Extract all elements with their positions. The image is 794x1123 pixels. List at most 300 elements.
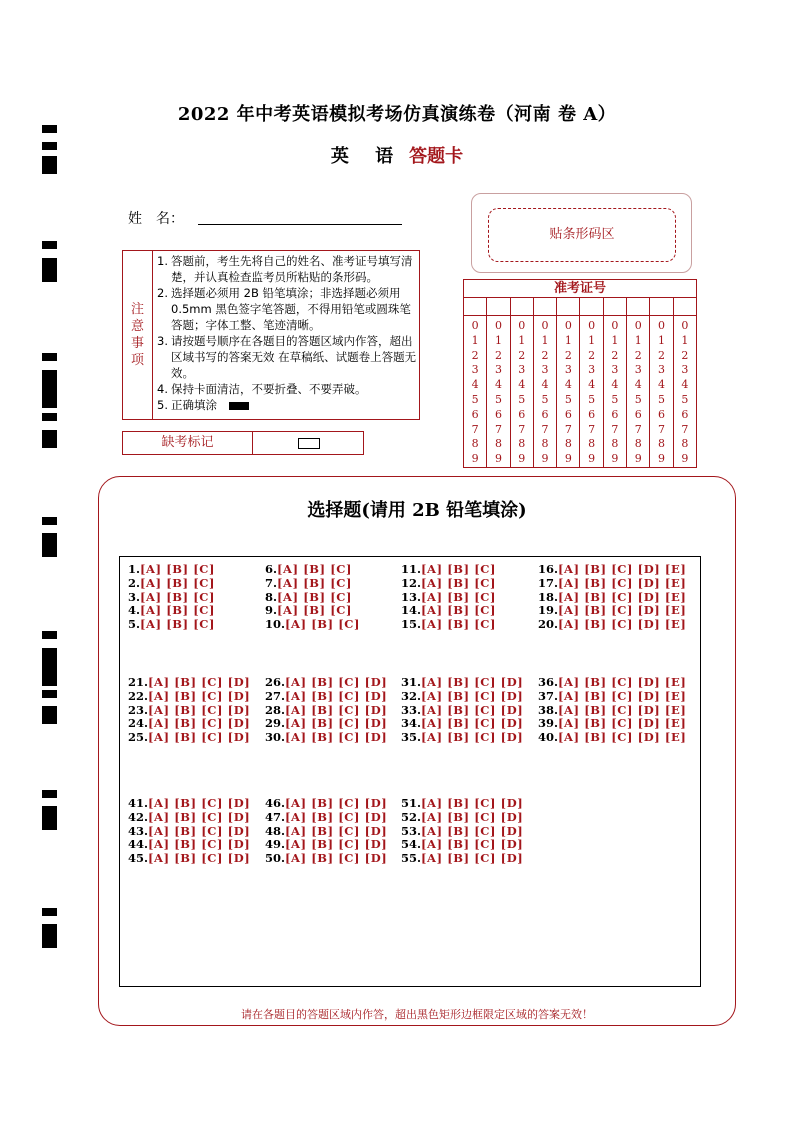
exam-digit-bubble[interactable]: 2 [471, 348, 479, 362]
answer-bubbles[interactable]: [A] [B] [C] [285, 617, 361, 632]
exam-digit-bubble[interactable]: 3 [658, 363, 666, 377]
exam-number-write-box[interactable] [557, 297, 579, 316]
exam-digit-bubble[interactable]: 3 [564, 363, 572, 377]
answer-bubbles[interactable]: [A] [B] [C] [277, 575, 353, 590]
exam-digit-bubble[interactable]: 7 [658, 422, 666, 436]
exam-digit-bubble[interactable]: 5 [634, 392, 642, 406]
timing-mark [42, 430, 57, 448]
answer-bubbles[interactable]: [A] [B] [C] [D] [148, 823, 251, 838]
exam-digit-bubble[interactable]: 8 [471, 437, 479, 451]
timing-mark [42, 533, 57, 557]
question-row [265, 825, 387, 839]
answer-bubbles[interactable]: [A] [B] [C] [D] [E] [558, 617, 687, 632]
question-number: 15. [401, 617, 422, 632]
absent-mark-box [122, 431, 364, 455]
question-number: 6. [265, 562, 278, 576]
timing-mark [42, 631, 57, 639]
timing-mark [42, 690, 57, 698]
question-number: 37. [538, 688, 559, 703]
question-block [401, 797, 523, 866]
exam-number-column [674, 297, 696, 467]
question-block [128, 797, 250, 866]
exam-number-write-box[interactable] [580, 297, 602, 316]
exam-digit-bubble[interactable]: 7 [681, 422, 689, 436]
exam-digit-bubble[interactable]: 5 [588, 392, 596, 406]
exam-digit-bubble[interactable]: 0 [588, 319, 596, 332]
question-number: 4. [128, 603, 141, 618]
exam-digit-bubble[interactable]: 5 [518, 392, 526, 406]
card-label: 答题卡 [409, 146, 464, 167]
question-number: 49. [265, 837, 286, 852]
question-number: 38. [538, 702, 559, 717]
question-row [265, 838, 387, 852]
answer-bubbles[interactable]: [A] [B] [C] [D] [285, 688, 388, 703]
exam-digit-bubble[interactable]: 4 [518, 378, 526, 392]
question-number: 19. [538, 603, 559, 618]
question-row [265, 563, 360, 577]
exam-digit-bubble[interactable]: 7 [471, 422, 479, 436]
question-row [401, 563, 496, 577]
question-row [401, 591, 496, 605]
question-row [401, 690, 523, 704]
exam-digit-bubble[interactable]: 9 [564, 452, 572, 466]
exam-digit-bubble[interactable]: 8 [588, 437, 596, 451]
question-row [401, 731, 523, 745]
question-number: 32. [401, 688, 422, 703]
question-number: 3. [128, 589, 141, 604]
question-row [538, 591, 686, 605]
question-row [401, 811, 523, 825]
question-number: 24. [128, 716, 149, 731]
exam-digit-bubble[interactable]: 1 [518, 333, 526, 347]
answer-bubbles[interactable]: [A] [B] [C] [D] [148, 796, 251, 810]
question-row [538, 676, 686, 690]
answer-bubbles[interactable]: [A] [B] [C] [D] [285, 730, 388, 745]
exam-number-column [487, 297, 510, 467]
question-number: 21. [128, 675, 149, 689]
exam-number-write-box[interactable] [487, 297, 509, 316]
question-row [128, 604, 215, 618]
exam-digit-bubble[interactable]: 5 [611, 392, 619, 406]
exam-digit-bubble[interactable]: 2 [494, 348, 502, 362]
absent-mark-bubble[interactable] [298, 438, 320, 449]
exam-number-column [557, 297, 580, 467]
exam-number-write-box[interactable] [534, 297, 556, 316]
question-row [538, 717, 686, 731]
timing-mark [42, 908, 57, 916]
question-block [401, 563, 496, 632]
question-row [128, 811, 250, 825]
exam-digit-bubble[interactable]: 0 [518, 319, 526, 332]
exam-digit-bubble[interactable]: 4 [494, 378, 502, 392]
question-number: 13. [401, 589, 422, 604]
exam-digit-bubble[interactable]: 6 [634, 407, 642, 421]
exam-digit-bubble[interactable]: 4 [658, 378, 666, 392]
answer-bubbles[interactable]: [A] [B] [C] [D] [421, 837, 524, 852]
exam-digit-bubble[interactable]: 6 [518, 407, 526, 421]
answer-bubbles[interactable]: [A] [B] [C] [D] [421, 796, 524, 810]
question-number: 16. [538, 562, 559, 576]
question-row [401, 676, 523, 690]
timing-mark [42, 706, 57, 724]
exam-digit-bubble[interactable]: 3 [588, 363, 596, 377]
question-number: 54. [401, 837, 422, 852]
question-row [265, 704, 387, 718]
exam-digit-bubble[interactable]: 5 [564, 392, 572, 406]
question-block [401, 676, 523, 745]
exam-digit-bubble[interactable]: 3 [494, 363, 502, 377]
exam-number-column [511, 297, 534, 467]
exam-digit-bubble[interactable]: 6 [471, 407, 479, 421]
exam-digit-bubble[interactable]: 8 [494, 437, 502, 451]
exam-digit-bubble[interactable]: 4 [611, 378, 619, 392]
notice-item: 5. 正确填涂 [157, 397, 419, 413]
question-number: 14. [401, 603, 422, 618]
exam-digit-bubble[interactable]: 1 [588, 333, 596, 347]
question-block [265, 563, 360, 632]
answer-bubbles[interactable]: [A] [B] [C] [D] [285, 837, 388, 852]
question-number: 39. [538, 716, 559, 731]
exam-digit-bubble[interactable]: 1 [681, 333, 689, 347]
question-number: 42. [128, 809, 149, 824]
answer-bubbles[interactable]: [A] [B] [C] [D] [E] [558, 589, 687, 604]
barcode-label: 贴条形码区 [488, 208, 676, 262]
answer-bubbles[interactable]: [A] [B] [C] [D] [E] [558, 688, 687, 703]
question-number: 2. [128, 575, 141, 590]
question-row [538, 577, 686, 591]
timing-mark [42, 648, 57, 686]
exam-digit-bubble[interactable]: 1 [611, 333, 619, 347]
question-number: 55. [401, 851, 422, 866]
answer-bubbles[interactable]: [A] [B] [C] [D] [E] [558, 702, 687, 717]
exam-digit-bubble[interactable]: 8 [564, 437, 572, 451]
question-block [128, 563, 215, 632]
question-number: 8. [265, 589, 278, 604]
answer-bubbles[interactable]: [A] [B] [C] [D] [148, 702, 251, 717]
question-row [128, 690, 250, 704]
answer-bubbles[interactable]: [A] [B] [C] [421, 562, 497, 576]
exam-digit-bubble[interactable]: 2 [518, 348, 526, 362]
question-row [128, 838, 250, 852]
question-number: 31. [401, 675, 422, 689]
exam-digit-bubble[interactable]: 4 [564, 378, 572, 392]
question-row [265, 577, 360, 591]
exam-digit-bubble[interactable]: 9 [518, 452, 526, 466]
question-row [538, 704, 686, 718]
question-row [128, 563, 215, 577]
question-number: 28. [265, 702, 286, 717]
exam-digit-bubble[interactable]: 0 [634, 319, 642, 332]
exam-digit-bubble[interactable]: 5 [494, 392, 502, 406]
exam-number-write-box[interactable] [511, 297, 533, 316]
exam-digit-bubble[interactable]: 4 [681, 378, 689, 392]
question-row [265, 618, 360, 632]
exam-number-column [650, 297, 673, 467]
answer-bubbles[interactable]: [A] [B] [C] [D] [421, 716, 524, 731]
answer-bubbles[interactable]: [A] [B] [C] [D] [421, 688, 524, 703]
answer-bubbles[interactable]: [A] [B] [C] [D] [E] [558, 562, 687, 576]
question-row [401, 604, 496, 618]
answer-bubbles[interactable]: [A] [B] [C] [D] [421, 851, 524, 866]
exam-digit-bubble[interactable]: 8 [658, 437, 666, 451]
notice-side-label: 注 意 事 项 [123, 251, 153, 419]
barcode-area [471, 193, 692, 273]
exam-digit-bubble[interactable]: 7 [541, 422, 549, 436]
exam-digit-bubble[interactable]: 1 [471, 333, 479, 347]
exam-number-column [534, 297, 557, 467]
question-number: 7. [265, 575, 278, 590]
exam-digit-bubble[interactable]: 3 [634, 363, 642, 377]
exam-digit-bubble[interactable]: 5 [658, 392, 666, 406]
exam-number-write-box[interactable] [627, 297, 649, 316]
question-number: 51. [401, 796, 422, 810]
exam-digit-bubble[interactable]: 8 [611, 437, 619, 451]
question-number: 33. [401, 702, 422, 717]
question-number: 50. [265, 851, 286, 866]
exam-digit-bubble[interactable]: 7 [564, 422, 572, 436]
question-number: 29. [265, 716, 286, 731]
exam-number-write-box[interactable] [604, 297, 626, 316]
answer-bubbles[interactable]: [A] [B] [C] [D] [148, 716, 251, 731]
question-number: 48. [265, 823, 286, 838]
exam-digit-bubble[interactable]: 1 [494, 333, 502, 347]
question-number: 12. [401, 575, 422, 590]
exam-number-columns [464, 297, 696, 467]
exam-digit-bubble[interactable]: 9 [634, 452, 642, 466]
exam-digit-bubble[interactable]: 3 [681, 363, 689, 377]
answer-bubbles[interactable]: [A] [B] [C] [140, 589, 216, 604]
question-row [265, 797, 387, 811]
answer-bubbles[interactable]: [A] [B] [C] [D] [148, 851, 251, 866]
exam-digit-bubble[interactable]: 3 [471, 363, 479, 377]
answer-bubbles[interactable]: [A] [B] [C] [D] [285, 823, 388, 838]
exam-digit-bubble[interactable]: 4 [588, 378, 596, 392]
question-row [128, 797, 250, 811]
page-subtitle [0, 142, 794, 168]
exam-digit-bubble[interactable]: 4 [541, 378, 549, 392]
exam-digit-bubble[interactable]: 3 [541, 363, 549, 377]
answer-bubbles[interactable]: [A] [B] [C] [D] [285, 809, 388, 824]
exam-digit-bubble[interactable]: 6 [588, 407, 596, 421]
exam-digit-bubble[interactable]: 6 [564, 407, 572, 421]
notice-box [122, 250, 420, 420]
timing-mark [42, 258, 57, 282]
exam-number-column [580, 297, 603, 467]
answer-bubbles[interactable]: [A] [B] [C] [277, 603, 353, 618]
timing-mark [42, 370, 57, 408]
exam-digit-bubble[interactable]: 9 [658, 452, 666, 466]
notice-list [157, 253, 419, 413]
exam-number-column [464, 297, 487, 467]
answer-bubbles[interactable]: [A] [B] [C] [421, 589, 497, 604]
exam-digit-bubble[interactable]: 2 [634, 348, 642, 362]
question-row [265, 717, 387, 731]
answer-bubbles[interactable]: [A] [B] [C] [421, 575, 497, 590]
question-row [538, 563, 686, 577]
filled-bubble-sample [229, 402, 249, 410]
timing-mark [42, 125, 57, 133]
exam-digit-bubble[interactable]: 2 [611, 348, 619, 362]
exam-digit-bubble[interactable]: 2 [588, 348, 596, 362]
exam-digit-bubble[interactable]: 8 [681, 437, 689, 451]
answer-bubbles[interactable]: [A] [B] [C] [140, 575, 216, 590]
exam-digit-bubble[interactable]: 4 [634, 378, 642, 392]
question-row [401, 797, 523, 811]
question-number: 5. [128, 617, 141, 632]
question-number: 52. [401, 809, 422, 824]
exam-digit-bubble[interactable]: 4 [471, 378, 479, 392]
answer-bubbles[interactable]: [A] [B] [C] [D] [285, 675, 388, 689]
answer-bubbles[interactable]: [A] [B] [C] [D] [421, 675, 524, 689]
exam-digit-bubble[interactable]: 7 [588, 422, 596, 436]
question-row [265, 852, 387, 866]
question-row [128, 825, 250, 839]
exam-digit-bubble[interactable]: 0 [681, 319, 689, 332]
name-field[interactable] [198, 224, 402, 225]
question-row [401, 852, 523, 866]
question-number: 30. [265, 730, 286, 745]
question-row [128, 676, 250, 690]
answer-bubbles[interactable]: [A] [B] [C] [D] [148, 837, 251, 852]
answer-bubbles[interactable]: [A] [B] [C] [D] [148, 675, 251, 689]
answer-bubbles[interactable]: [A] [B] [C] [277, 589, 353, 604]
timing-mark [42, 413, 57, 421]
answer-bubbles[interactable]: [A] [B] [C] [D] [285, 702, 388, 717]
question-row [128, 704, 250, 718]
answer-bubbles[interactable]: [A] [B] [C] [D] [421, 809, 524, 824]
question-row [128, 717, 250, 731]
question-row [128, 577, 215, 591]
answer-bubbles[interactable]: [A] [B] [C] [D] [E] [558, 730, 687, 745]
answer-bubbles[interactable]: [A] [B] [C] [D] [285, 796, 388, 810]
timing-mark [42, 517, 57, 525]
answer-bubbles[interactable]: [A] [B] [C] [140, 562, 216, 576]
exam-digit-bubble[interactable]: 9 [611, 452, 619, 466]
exam-digit-bubble[interactable]: 1 [541, 333, 549, 347]
notice-item: 1. 答题前，考生先将自己的姓名、准考证号填写清楚，并认真检查监考员所粘贴的条形码。 [157, 254, 413, 284]
answer-bubbles[interactable]: [A] [B] [C] [D] [148, 688, 251, 703]
question-number: 22. [128, 688, 149, 703]
exam-digit-bubble[interactable]: 7 [611, 422, 619, 436]
question-number: 44. [128, 837, 149, 852]
question-row [538, 618, 686, 632]
exam-digit-bubble[interactable]: 2 [681, 348, 689, 362]
exam-digit-bubble[interactable]: 0 [564, 319, 572, 332]
exam-digit-bubble[interactable]: 5 [541, 392, 549, 406]
question-number: 9. [265, 603, 278, 618]
exam-number-write-box[interactable] [674, 297, 696, 316]
answer-bubbles[interactable]: [A] [B] [C] [D] [148, 730, 251, 745]
exam-digit-bubble[interactable]: 6 [611, 407, 619, 421]
timing-mark [42, 806, 57, 830]
answer-bubbles[interactable]: [A] [B] [C] [D] [E] [558, 716, 687, 731]
exam-digit-bubble[interactable]: 0 [541, 319, 549, 332]
exam-digit-bubble[interactable]: 6 [494, 407, 502, 421]
exam-digit-bubble[interactable]: 1 [634, 333, 642, 347]
exam-digit-bubble[interactable]: 1 [564, 333, 572, 347]
timing-mark [42, 353, 57, 361]
answer-bubbles[interactable]: [A] [B] [C] [140, 617, 216, 632]
exam-digit-bubble[interactable]: 2 [564, 348, 572, 362]
answer-bubbles[interactable]: [A] [B] [C] [D] [421, 730, 524, 745]
question-row [265, 604, 360, 618]
answer-bubbles[interactable]: [A] [B] [C] [D] [E] [558, 575, 687, 590]
exam-digit-bubble[interactable]: 5 [681, 392, 689, 406]
exam-digit-bubble[interactable]: 8 [518, 437, 526, 451]
exam-digit-bubble[interactable]: 8 [541, 437, 549, 451]
exam-digit-bubble[interactable]: 0 [658, 319, 666, 332]
answer-bubbles[interactable]: [A] [B] [C] [140, 603, 216, 618]
exam-digit-bubble[interactable]: 6 [541, 407, 549, 421]
exam-number-write-box[interactable] [464, 297, 486, 316]
question-row [401, 838, 523, 852]
exam-number-column [604, 297, 627, 467]
answer-bubbles[interactable]: [A] [B] [C] [D] [285, 851, 388, 866]
answer-bubbles[interactable]: [A] [B] [C] [277, 562, 353, 576]
answer-bubbles[interactable]: [A] [B] [C] [421, 617, 497, 632]
question-block [128, 676, 250, 745]
exam-digit-bubble[interactable]: 0 [611, 319, 619, 332]
question-row [538, 604, 686, 618]
subject-label: 英 语 [330, 146, 404, 167]
exam-digit-bubble[interactable]: 7 [518, 422, 526, 436]
exam-digit-bubble[interactable]: 6 [658, 407, 666, 421]
answer-bubbles[interactable]: [A] [B] [C] [D] [E] [558, 675, 687, 689]
exam-digit-bubble[interactable]: 9 [681, 452, 689, 466]
exam-digit-bubble[interactable]: 9 [471, 452, 479, 466]
question-row [401, 825, 523, 839]
question-number: 20. [538, 617, 559, 632]
exam-digit-bubble[interactable]: 7 [634, 422, 642, 436]
exam-digit-bubble[interactable]: 0 [494, 319, 502, 332]
exam-digit-bubble[interactable]: 0 [471, 319, 479, 332]
exam-digit-bubble[interactable]: 3 [518, 363, 526, 377]
exam-digit-bubble[interactable]: 6 [681, 407, 689, 421]
exam-digit-bubble[interactable]: 7 [494, 422, 502, 436]
answer-bubbles[interactable]: [A] [B] [C] [D] [148, 809, 251, 824]
exam-digit-bubble[interactable]: 9 [494, 452, 502, 466]
question-row [401, 704, 523, 718]
question-number: 1. [128, 562, 141, 576]
exam-digit-bubble[interactable]: 1 [658, 333, 666, 347]
exam-digit-bubble[interactable]: 2 [541, 348, 549, 362]
answer-bubbles[interactable]: [A] [B] [C] [421, 603, 497, 618]
question-number: 46. [265, 796, 286, 810]
question-row [401, 717, 523, 731]
question-row [128, 591, 215, 605]
exam-digit-bubble[interactable]: 9 [541, 452, 549, 466]
question-row [401, 577, 496, 591]
exam-digit-bubble[interactable]: 9 [588, 452, 596, 466]
answer-bubbles[interactable]: [A] [B] [C] [D] [421, 702, 524, 717]
exam-number-column [627, 297, 650, 467]
absent-mark-label: 缺考标记 [123, 432, 253, 454]
question-row [265, 690, 387, 704]
question-block [538, 676, 686, 745]
answer-bubbles[interactable]: [A] [B] [C] [D] [E] [558, 603, 687, 618]
exam-digit-bubble[interactable]: 5 [471, 392, 479, 406]
exam-number-write-box[interactable] [650, 297, 672, 316]
question-number: 23. [128, 702, 149, 717]
question-number: 18. [538, 589, 559, 604]
answer-bubbles[interactable]: [A] [B] [C] [D] [421, 823, 524, 838]
exam-digit-bubble[interactable]: 8 [634, 437, 642, 451]
question-row [265, 676, 387, 690]
exam-digit-bubble[interactable]: 2 [658, 348, 666, 362]
exam-digit-bubble[interactable]: 3 [611, 363, 619, 377]
answer-bubbles[interactable]: [A] [B] [C] [D] [285, 716, 388, 731]
question-row [265, 591, 360, 605]
